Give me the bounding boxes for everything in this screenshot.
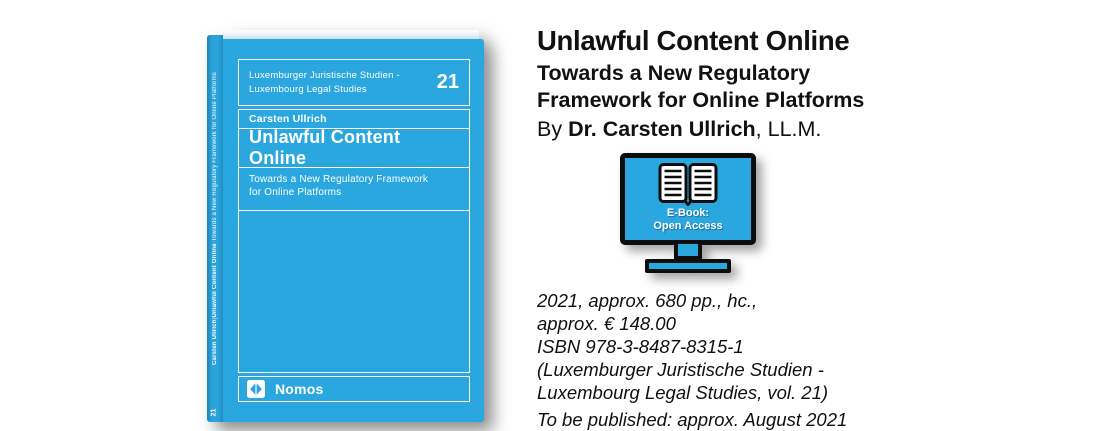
book-spine bbox=[207, 35, 223, 422]
pub-release-line: To be published: approx. August 2021 bbox=[537, 409, 848, 430]
cover-subtitle-line1: Towards a New Regulatory Framework bbox=[249, 174, 429, 185]
pub-series-line1: (Luxemburger Juristische Studien - bbox=[537, 359, 824, 380]
cover-subtitle bbox=[239, 168, 469, 211]
monitor-stand bbox=[674, 244, 702, 260]
cover-title: Unlawful Content Online bbox=[239, 129, 469, 168]
book-cover-3d bbox=[207, 30, 484, 422]
page-subtitle-line2: Framework for Online Platforms bbox=[537, 88, 865, 112]
open-book-icon bbox=[657, 162, 719, 206]
byline-suffix: , LL.M. bbox=[755, 117, 822, 141]
book-info-column bbox=[537, 24, 1107, 143]
ebook-badge-text bbox=[653, 207, 722, 233]
spine-separator: | bbox=[212, 317, 218, 320]
page-subtitle-line1: Towards a New Regulatory bbox=[537, 61, 811, 85]
ebook-badge-line1: E-Book: bbox=[666, 207, 710, 219]
byline-author: Dr. Carsten Ullrich bbox=[568, 117, 756, 141]
cover-series-number: 21 bbox=[436, 71, 459, 93]
byline-prefix: By bbox=[537, 117, 569, 141]
spine-title: Unlawful Content Online bbox=[212, 243, 218, 318]
pub-price-line: approx. € 148.00 bbox=[537, 313, 676, 334]
spine-separator: · bbox=[212, 241, 218, 244]
cover-series-line2: Luxembourg Legal Studies bbox=[249, 83, 367, 95]
cover-series-box bbox=[238, 59, 470, 106]
monitor-screen bbox=[620, 153, 756, 245]
book-spine-text bbox=[210, 45, 221, 365]
page-subtitle bbox=[537, 60, 1107, 114]
monitor-base bbox=[645, 259, 731, 273]
cover-author: Carsten Ullrich bbox=[239, 110, 469, 129]
pub-isbn-line: ISBN 978-3-8487-8315-1 bbox=[537, 336, 744, 357]
cover-series-name bbox=[249, 69, 400, 97]
pub-series-line2: Luxembourg Legal Studies, vol. 21) bbox=[537, 382, 829, 403]
cover-main-box bbox=[238, 109, 470, 373]
cover-publisher-box bbox=[238, 376, 470, 402]
pub-pages-line: 2021, approx. 680 pp., hc., bbox=[537, 290, 758, 311]
publisher-name: Nomos bbox=[275, 381, 324, 397]
spine-series-number: 21 bbox=[210, 408, 218, 417]
page-title: Unlawful Content Online bbox=[537, 25, 850, 56]
spine-author: Carsten Ullrich bbox=[212, 319, 218, 365]
book-front-cover bbox=[223, 39, 484, 422]
cover-frame bbox=[238, 59, 470, 402]
ebook-open-access-badge bbox=[620, 153, 756, 273]
ebook-badge-line2: Open Access bbox=[653, 220, 723, 232]
byline bbox=[537, 115, 1107, 143]
nomos-logo-icon bbox=[247, 380, 265, 398]
publication-details bbox=[537, 289, 847, 431]
cover-series-line1: Luxemburger Juristische Studien - bbox=[249, 69, 400, 81]
cover-empty-area bbox=[239, 211, 469, 372]
spine-subtitle: Towards a New Regulatory Framework for Online Platforms bbox=[212, 72, 218, 242]
cover-subtitle-line2: for Online Platforms bbox=[249, 187, 342, 198]
book-page-top-edge bbox=[223, 30, 479, 39]
